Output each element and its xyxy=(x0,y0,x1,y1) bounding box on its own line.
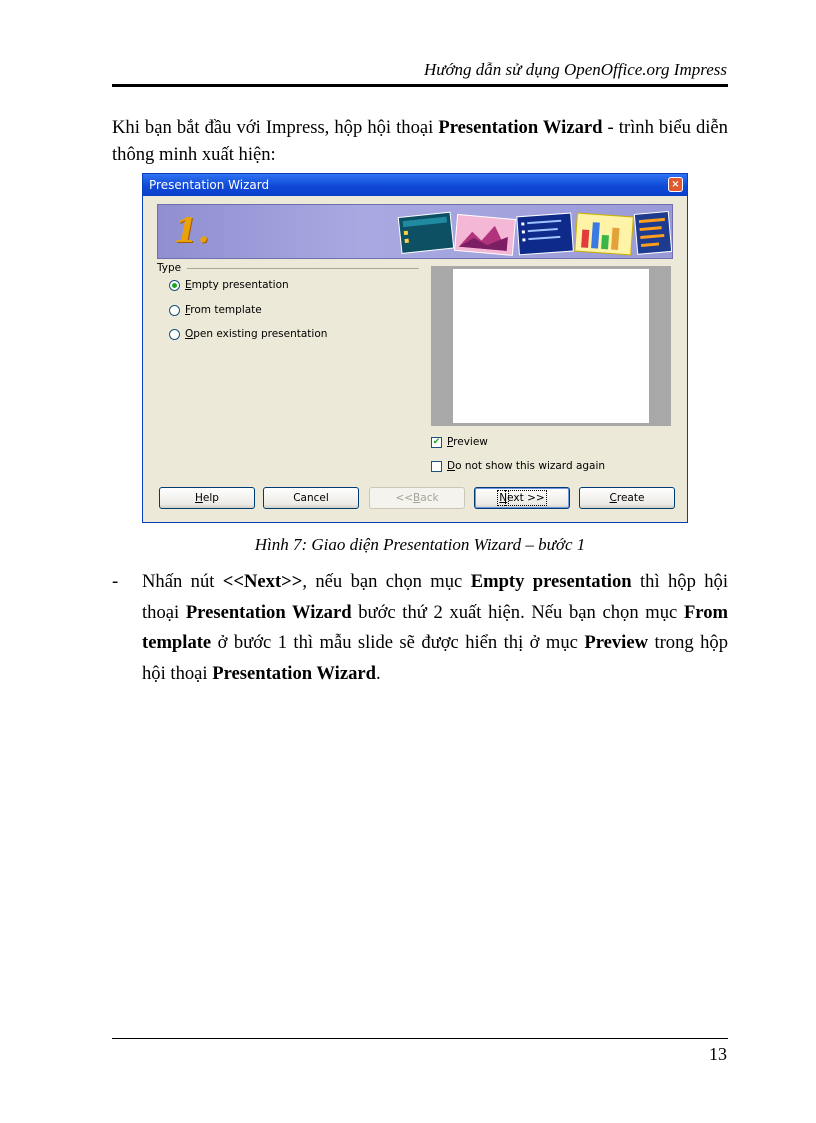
intro-bold: Presentation Wizard xyxy=(438,117,603,138)
create-button[interactable]: C reate xyxy=(579,487,675,509)
cancel-button[interactable]: Cancel xyxy=(263,487,359,509)
back-button[interactable]: << B ack xyxy=(369,487,465,509)
type-group-divider xyxy=(187,268,419,269)
checkbox-checked-icon: ✔ xyxy=(432,436,441,447)
figure-caption: Hình 7: Giao diện Presentation Wizard – bước 1 xyxy=(254,535,586,554)
preview-slide xyxy=(453,269,649,423)
type-group-label: Type xyxy=(157,262,182,274)
next-button[interactable]: Next >> xyxy=(474,487,570,509)
slides-illustration-icon xyxy=(394,209,672,257)
intro-paragraph xyxy=(112,114,728,168)
radio-label: From template xyxy=(185,304,262,316)
preview-pane xyxy=(431,266,671,426)
footer-rule xyxy=(112,1038,728,1039)
presentation-wizard-dialog xyxy=(142,173,688,523)
dialog-titlebar[interactable] xyxy=(143,174,687,196)
bullet-paragraph: Nhấn nút <<Next>>, nếu bạn chọn mục Empty presentation thì hộp hội thoại Presentation Wizard bước thứ 2 xuất hiện. Nếu bạn chọn mục From template ở bước 1 thì mẫu slide sẽ được hiển thị ở mục Preview trong hộp hội thoại Presentation Wizard. xyxy=(142,571,728,684)
wizard-banner xyxy=(157,204,673,259)
checkbox-label: Do not show this wizard again xyxy=(447,460,606,472)
radio-empty-presentation[interactable] xyxy=(169,278,289,292)
radio-open-existing[interactable] xyxy=(169,327,327,341)
dialog-title: Presentation Wizard xyxy=(149,178,270,192)
checkbox-label: Preview xyxy=(447,436,488,448)
preview-checkbox[interactable] xyxy=(431,435,488,449)
dont-show-again-checkbox[interactable] xyxy=(431,459,605,473)
radio-from-template[interactable] xyxy=(169,303,262,317)
step-number: 1. xyxy=(174,211,210,251)
radio-icon xyxy=(169,305,180,316)
checkbox-icon xyxy=(431,461,442,472)
header-rule xyxy=(112,84,728,87)
help-button[interactable]: H elp xyxy=(159,487,255,509)
running-header: Hướng dẫn sử dụng OpenOffice.org Impress xyxy=(423,60,727,79)
intro-text: Khi bạn bắt đầu với Impress, hộp hội thoại xyxy=(112,117,439,138)
page-number: 13 xyxy=(709,1044,727,1064)
close-icon[interactable]: × xyxy=(668,177,683,192)
radio-icon xyxy=(169,329,180,340)
intro-text-end: - trình biểu diễn thông minh xuất hiện: xyxy=(112,117,728,165)
radio-label: Empty presentation xyxy=(185,279,289,291)
radio-selected-icon xyxy=(169,280,180,291)
bullet-dash: - xyxy=(112,571,119,592)
radio-label: Open existing presentation xyxy=(185,328,328,340)
